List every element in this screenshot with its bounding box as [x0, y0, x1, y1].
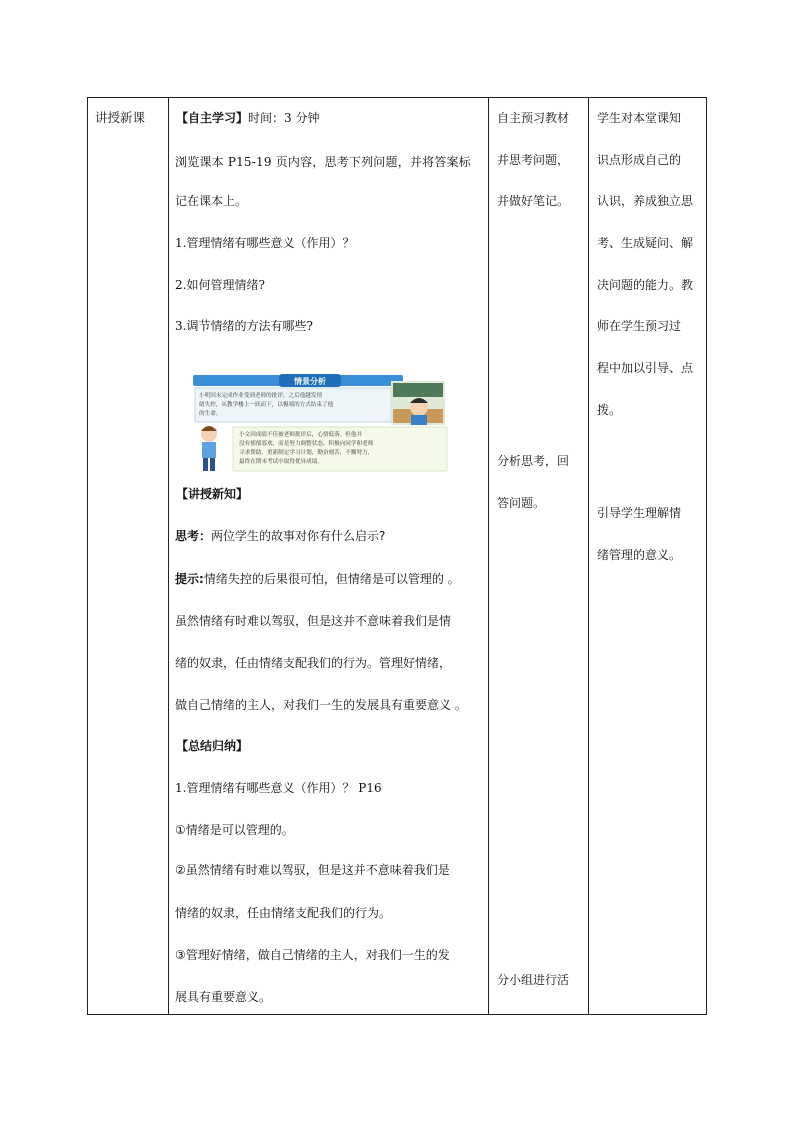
think-question: 两位学生的故事对你有什么启示? — [211, 529, 386, 543]
column-divider — [488, 97, 489, 1015]
scenario-illustration — [179, 373, 449, 473]
column-divider — [168, 97, 169, 1015]
summary-point-2-cont: 情绪的奴隶，任由情绪支配我们的行为。 — [175, 906, 392, 920]
design-intent-2-cont: 绪管理的意义。 — [597, 548, 682, 562]
story2-line1: 小文因成绩不佳被老师批评后，心情低落。但他并 — [239, 432, 363, 438]
hint-text: 情绪失控的后果很可怕，但情绪是可以管理的 。 — [203, 572, 460, 586]
self-study-heading: 【自主学习】 — [176, 111, 249, 125]
story2-line4: 最终在期末考试中取得优异成绩。 — [239, 459, 323, 465]
summary-heading: 【总结归纳】 — [176, 739, 249, 753]
design-intent-cont: 认识，养成独立思 — [597, 194, 694, 208]
summary-question-1: 1.管理情绪有哪些意义（作用）？ P16 — [175, 781, 382, 795]
design-intent: 学生对本堂课知 — [597, 111, 682, 125]
design-intent-2: 引导学生理解情 — [597, 506, 682, 520]
browse-instruction-cont: 记在课本上。 — [175, 194, 248, 208]
summary-point-3-cont: 展具有重要意义。 — [175, 990, 272, 1004]
question-2: 2.如何管理情绪? — [175, 278, 265, 292]
design-intent-cont: 师在学生预习过 — [597, 319, 682, 333]
question-3: 3.调节情绪的方法有哪些? — [175, 319, 313, 333]
banner-label: 情景分析 — [294, 377, 326, 386]
think-label: 思考： — [175, 529, 212, 543]
story2-line3: 寻求帮助，重新制定学习计划，勤奋刻苦，不懈努力， — [239, 450, 374, 456]
summary-point-3: ③管理好情绪，做自己情绪的主人，对我们一生的发 — [175, 948, 450, 962]
story1-line3: 的生命。 — [199, 411, 222, 417]
story1-line2: 绪失控，从教学楼上一跃而下，以极端的方式结束了他 — [199, 402, 334, 408]
student-activity-cont: 并做好笔记。 — [497, 194, 570, 208]
column-divider — [588, 97, 589, 1015]
design-intent-cont: 拨。 — [597, 403, 622, 417]
summary-point-1: ①情绪是可以管理的。 — [175, 823, 294, 837]
story2-line2: 没有郁郁寡欢，而是努力调整状态，积极向同学和老师 — [239, 441, 374, 447]
student-activity-3: 分小组进行活 — [497, 973, 570, 987]
student-activity-2-cont: 答问题。 — [497, 496, 546, 510]
question-1: 1.管理情绪有哪些意义（作用）？ — [175, 236, 355, 250]
section-label: 讲授新课 — [95, 110, 146, 125]
design-intent-cont: 程中加以引导、点 — [597, 361, 694, 375]
hint-text-cont: 绪的奴隶，任由情绪支配我们的行为。管理好情绪， — [175, 656, 452, 670]
student-activity-2: 分析思考，回 — [497, 454, 570, 468]
student-activity: 自主预习教材 — [497, 111, 570, 125]
design-intent-cont: 决问题的能力。教 — [597, 278, 694, 292]
hint-label: 提示: — [175, 572, 204, 586]
hint-text-cont: 虽然情绪有时难以驾驭，但是这并不意味着我们是情 — [175, 614, 452, 628]
student-activity-cont: 并思考问题， — [497, 153, 570, 167]
hint-text-cont: 做自己情绪的主人，对我们一生的发展具有重要意义 。 — [175, 698, 467, 712]
design-intent-cont: 识点形成自己的 — [597, 153, 682, 167]
design-intent-cont: 考、生成疑问、解 — [597, 236, 694, 250]
self-study-time: 时间：3 分钟 — [248, 111, 320, 125]
summary-point-2: ②虽然情绪有时难以驾驭，但是这并不意味着我们是 — [175, 863, 450, 877]
story1-line1: 小明因未完成作业受到老师的批评，之后他越发情 — [199, 393, 323, 399]
browse-instruction: 浏览课本 P15-19 页内容，思考下列问题，并将答案标 — [175, 155, 471, 169]
lecture-heading: 【讲授新知】 — [176, 487, 249, 501]
